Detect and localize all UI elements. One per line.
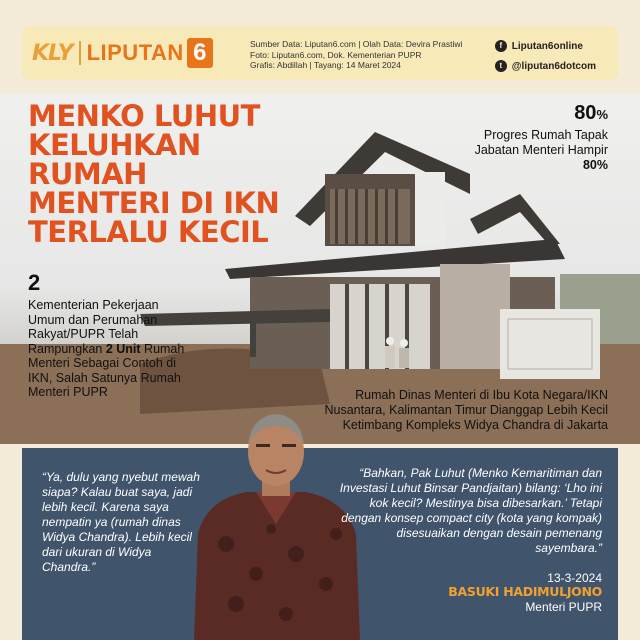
twitter-icon: t (495, 60, 507, 72)
quote-date: 13-3-2024 (547, 571, 602, 585)
logo-divider (79, 41, 81, 65)
right-stat-number: 80 (574, 102, 597, 124)
right-stat-unit: % (596, 107, 608, 122)
speaker-name: BASUKI HADIMULJONO (448, 584, 602, 599)
canopy-post (250, 322, 256, 357)
credit-line-source: Sumber Data: Liputan6.com | Olah Data: Devira Prastiwi (250, 39, 463, 49)
right-brow (282, 444, 296, 447)
side-roof (470, 194, 560, 244)
left-stat-text-before: Kementerian Pekerjaan Umum dan Perumahan Rakyat/PUPR Telah Rampungkan (28, 298, 159, 356)
social-facebook-link[interactable] (495, 38, 596, 54)
upper-white-wall (415, 172, 445, 247)
left-stat-text-after: Rumah Menteri Sebagai Contoh di IKN, Salah Satunya Rumah Menteri PUPR (28, 341, 185, 399)
facebook-handle: Liputan6online (511, 40, 583, 52)
credit-line-graphic: Grafis: Abdillah | Tayang: 14 Maret 2024 (250, 60, 401, 70)
right-stat-text-bold: 80% (582, 158, 608, 172)
credit-line-photo: Foto: Liputan6.com, Dok. Kementerian PUPR (250, 49, 422, 60)
photo-caption: Rumah Dinas Menteri di Ibu Kota Negara/IKN Nusantara, Kalimantan Timur Dianggap Lebih Kecil Ketimbang Kompleks Widya Chandra di Jakarta (324, 388, 608, 432)
social-links (495, 38, 596, 78)
quote-left: “Ya, dulu yang nyebut mewah siapa? Kalau buat saya, jadi lebih kecil. Karena saya nempatin ya (rumah dinas Widya Chandra). Lebih kecil dari ukuran di Widya Chandra.” (42, 470, 200, 574)
left-stat-text-bold: 2 Unit (105, 341, 141, 356)
right-stat-value (574, 102, 608, 125)
facebook-icon: f (495, 40, 507, 52)
twitter-handle: @liputan6dotcom (511, 60, 596, 72)
quote-right: “Bahkan, Pak Luhut (Menko Kemaritiman dan Investasi Luhut Binsar Pandjaitan) bilang: ‘Lho ini kok kecil? Mestinya bisa dibesarkan.’ Tetapi dengan konsep compact city (kota yang kompak) disesuaikan dengan desain pemenang sayembara.” (339, 466, 602, 555)
liputan6-logo[interactable] (32, 37, 213, 69)
stone-wall (440, 264, 510, 369)
left-stat-value: 2 (28, 270, 41, 295)
liputan-logo-text: LIPUTAN (86, 40, 184, 65)
upper-slats (330, 189, 410, 244)
six-logo-badge: 6 (187, 38, 213, 68)
kly-logo-text: KLY (32, 40, 73, 66)
left-stat-description (28, 298, 188, 400)
speaker-title: Menteri PUPR (525, 600, 602, 614)
right-stat-text-before: Progres Rumah Tapak Jabatan Menteri Hampir (474, 128, 608, 157)
header-bar (22, 26, 618, 80)
headline: MENKO LUHUT KELUHKAN RUMAH MENTERI DI IKN TERLALU KECIL (28, 99, 280, 249)
social-twitter-link[interactable] (495, 58, 596, 74)
right-stat-description (468, 128, 608, 173)
credits-block (250, 39, 500, 71)
left-brow (256, 444, 270, 447)
